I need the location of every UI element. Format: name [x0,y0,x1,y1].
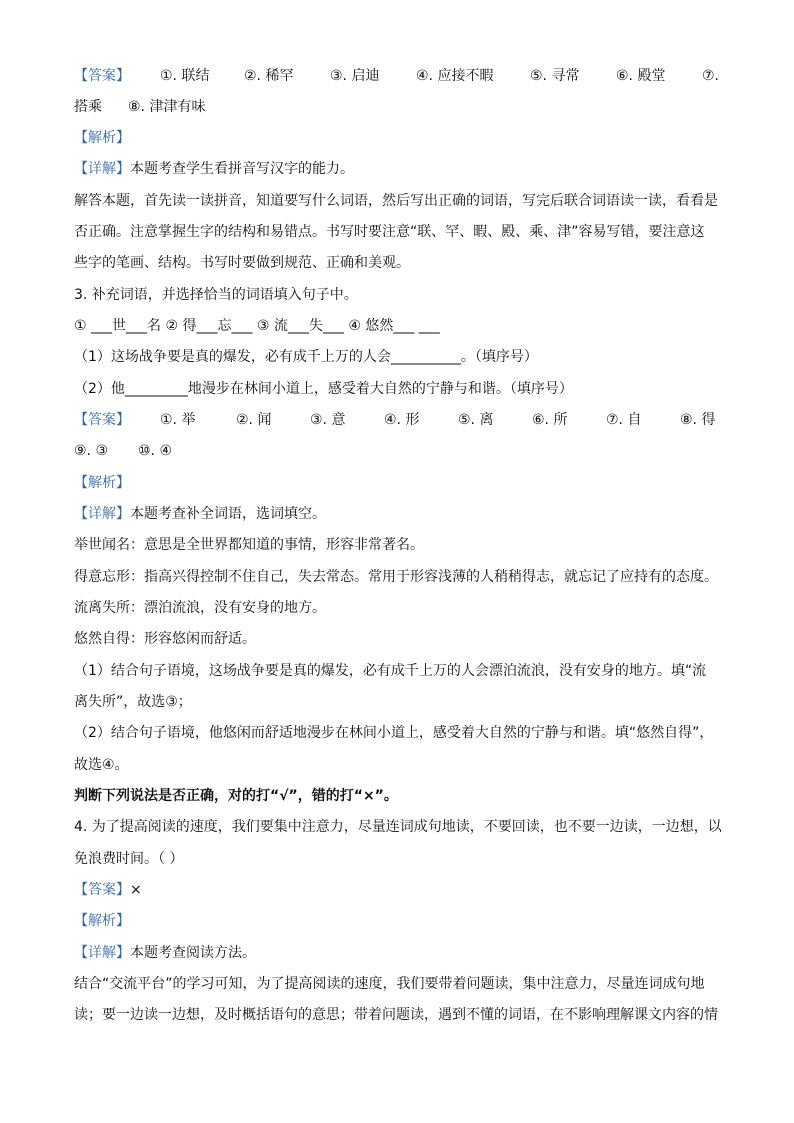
answer-row [74,410,734,430]
answer-item: ⑤. 离 [458,412,494,428]
analysis-tag: 【解析】 [74,475,130,491]
detail-tag: 【详解】 [74,161,130,177]
paragraph-line: 流离失所：漂泊流浪，没有安身的地方。 [74,600,326,616]
paragraph-line: 得意忘形：指高兴得控制不住自己，失去常态。常用于形容浅薄的人稍稍得志，就忘记了应持有的态度。 [74,569,718,585]
detail-text: 本题考查学生看拼音写汉字的能力。 [130,161,354,177]
answer-tag: 【答案】 [74,412,130,428]
answer-tag: 【答案】 [74,882,130,898]
answer-value: × [130,882,142,898]
answer-item: ②. 稀罕 [244,68,294,84]
analysis-tag: 【解析】 [74,130,130,146]
answer-item: ⑦. [702,68,720,84]
question-sentence: （2）他_________地漫步在林间小道上，感受着大自然的宁静与和谐。（填序号） [74,381,573,397]
paragraph-line: 举世闻名：意思是全世界都知道的事情，形容非常著名。 [74,537,424,553]
answer-item: ②. 闻 [236,412,272,428]
answer-item: ③. 意 [310,412,346,428]
detail-tag: 【详解】 [74,945,130,961]
answer-item: ⑥. 所 [532,412,568,428]
paragraph-line: 些字的笔画、结构。书写时要做到规范、正确和美观。 [74,255,410,271]
answer-item: ⑥. 殿堂 [616,68,666,84]
answer-line [74,880,142,900]
answer-item: ①. 举 [160,412,196,428]
detail-line [74,943,256,963]
paragraph-line: （1）结合句子语境，这场战争要是真的爆发，必有成千上万的人会漂泊流浪，没有安身的地方。填“流 [74,663,707,679]
detail-line [74,159,354,179]
answer-item: ③. 启迪 [330,68,380,84]
answer-item: ⑦. 自 [606,412,642,428]
answer-tag: 【答案】 [74,68,130,84]
paragraph-line: 读；要一边读一边想，及时概括语句的意思；带着问题读，遇到不懂的词语，在不影响理解课文内容的情 [74,1007,718,1023]
answer-row [74,97,374,117]
paragraph-line: 解答本题，首先读一读拼音，知道要写什么词语，然后写出正确的词语，写完后联合词语读一读，看看是 [74,193,718,209]
paragraph-line: 否正确。注意掌握生字的结构和易错点。书写时要注意“联、罕、暇、殿、乘、津”容易写错，要注意这 [74,224,705,240]
detail-text: 本题考查补全词语，选词填空。 [130,506,326,522]
answer-item: ①. 联结 [160,68,210,84]
answer-item: ⑤. 寻常 [530,68,580,84]
detail-text: 本题考查阅读方法。 [130,945,256,961]
answer-item: ④. 应接不暇 [416,68,494,84]
answer-row [74,441,274,461]
section-heading: 判断下列说法是否正确，对的打“√”，错的打“×”。 [74,788,398,804]
paragraph-line: 结合“交流平台”的学习可知，为了提高阅读的速度，我们要带着问题读，集中注意力，尽量连词成句地 [74,976,705,992]
detail-tag: 【详解】 [74,506,130,522]
answer-row [74,66,734,86]
answer-item: ⑨. ③ [74,443,109,459]
paragraph-line: （2）结合句子语境，他悠闲而舒适地漫步在林间小道上，感受着大自然的宁静与和谐。填“悠然自得”， [74,725,714,741]
answer-item: ⑩. ④ [138,443,173,459]
answer-item: 搭乘 [74,99,102,115]
question-text: 免浪费时间。（ ） [74,851,184,867]
answer-item: ⑧. 津津有味 [128,99,206,115]
question-sentence: （1）这场战争要是真的爆发，必有成千上万的人会__________。（填序号） [74,349,538,365]
analysis-tag: 【解析】 [74,913,130,929]
question-blanks: ① ___世___名 ② 得___忘___ ③ 流___失___ ④ 悠然___ ___ [74,318,440,334]
paragraph-line: 故选④。 [74,757,129,773]
paragraph-line: 悠然自得：形容悠闲而舒适。 [74,631,256,647]
detail-line [74,504,326,524]
question-title: 3. 补充词语，并选择恰当的词语填入句子中。 [74,287,358,303]
answer-item: ④. 形 [384,412,420,428]
answer-item: ⑧. 得 [680,412,716,428]
question-text: 4. 为了提高阅读的速度，我们要集中注意力，尽量连词成句地读，不要回读，也不要一边读，一边想，以 [74,819,722,835]
paragraph-line: 离失所”，故选③； [74,694,192,710]
